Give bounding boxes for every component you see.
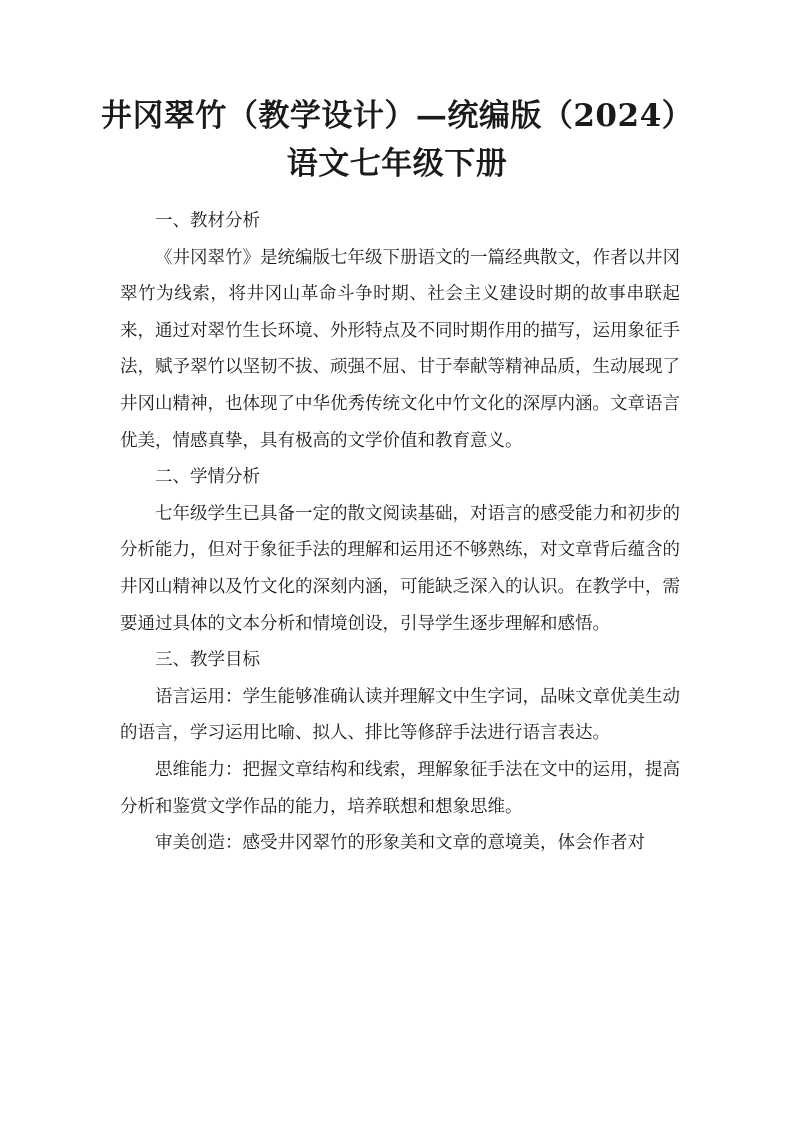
title-line-1: 井冈翠竹（教学设计）—统编版（2024） [100, 98, 694, 134]
paragraph-textbook-analysis: 《井冈翠竹》是统编版七年级下册语文的一篇经典散文，作者以井冈翠竹为线索，将井冈山革命斗争时期、社会主义建设时期的故事串联起来，通过对翠竹生长环境、外形特点及不同时期作用的描写，运用象征手法，赋予翠竹以坚韧不拔、顽强不屈、甘于奉献等精神品质，生动展现了井冈山精神，也体现了中华优秀传统文化中竹文化的深厚内涵。文章语言优美，情感真挚，具有极高的文学价值和教育意义。 [120, 247, 680, 451]
document-title [100, 92, 694, 188]
document-body [120, 203, 680, 862]
paragraph-goal-aesthetics: 审美创造：感受井冈翠竹的形象美和文章的意境美，体会作者对 [155, 833, 645, 854]
title-line-2: 语文七年级下册 [286, 146, 508, 182]
section-heading-textbook-analysis: 一、教材分析 [155, 211, 260, 231]
paragraph-goal-thinking: 思维能力：把握文章结构和线索，理解象征手法在文中的运用，提高分析和鉴赏文学作品的能力，培养联想和想象思维。 [120, 759, 680, 817]
paragraph-student-analysis: 七年级学生已具备一定的散文阅读基础，对语言的感受能力和初步的分析能力，但对于象征手法的理解和运用还不够熟练，对文章背后蕴含的井冈山精神以及竹文化的深刻内涵，可能缺乏深入的认识。在教学中，需要通过具体的文本分析和情境创设，引导学生逐步理解和感悟。 [120, 503, 680, 634]
paragraph-goal-language: 语言运用：学生能够准确认读并理解文中生字词，品味文章优美生动的语言，学习运用比喻、拟人、排比等修辞手法进行语言表达。 [120, 686, 680, 744]
section-heading-teaching-goals: 三、教学目标 [155, 650, 260, 671]
section-heading-student-analysis: 二、学情分析 [155, 467, 260, 488]
